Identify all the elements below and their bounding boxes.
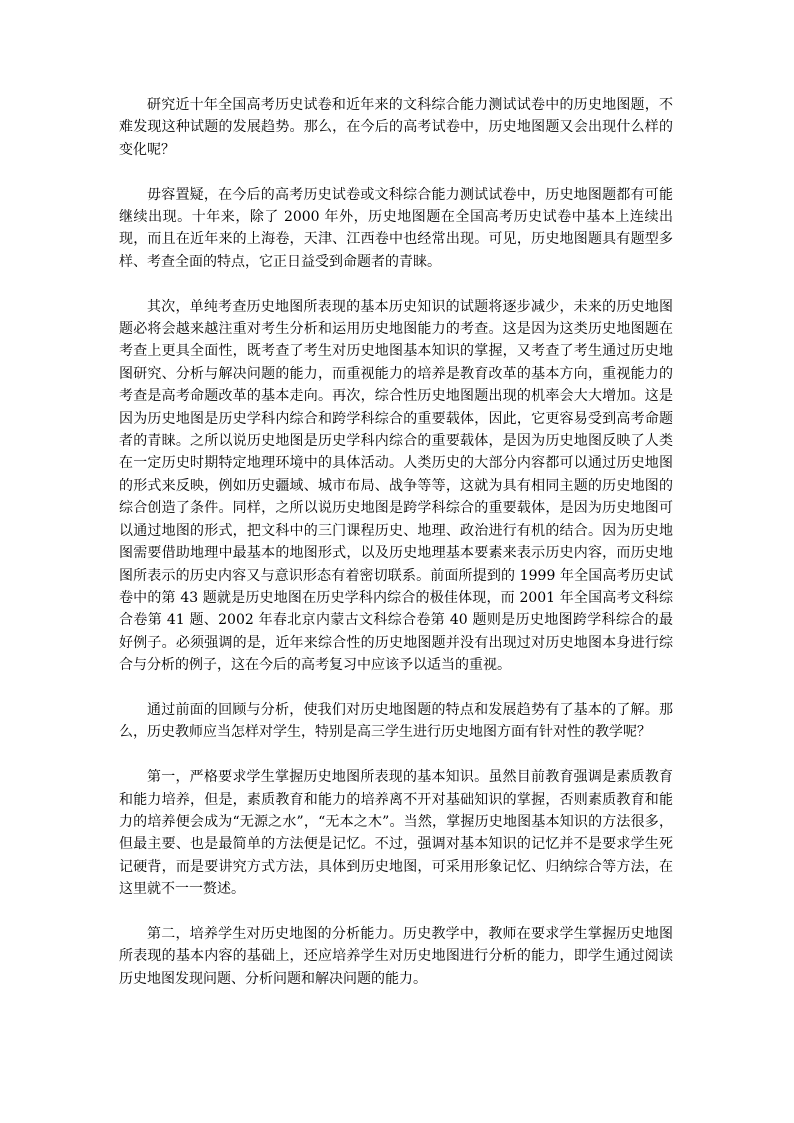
paragraph-trends: 其次，单纯考查历史地图所表现的基本历史知识的试题将逐步减少，未来的历史地图题必将会越来越注重对考生分析和运用历史地图能力的考查。这是因为这类历史地图题在考查上更具全面性，既考查了考生对历史地图基本知识的掌握，又考查了考生通过历史地图研究、分析与解决问题的能力，而重视能力的培养是教育改革的基本方向，重视能力的考查是高考命题改革的基本走向。再次，综合性历史地图题出现的机率会大大增加。这是因为历史地图是历史学科内综合和跨学科综合的重要载体，因此，它更容易受到高考命题者的青睐。之所以说历史地图是历史学科内综合的重要载体，是因为历史地图反映了人类在一定历史时期特定地理环境中的具体活动。人类历史的大部分内容都可以通过历史地图的形式来反映，例如历史疆域、城市布局、战争等等，这就为具有相同主题的历史地图的综合创造了条件。同样，之所以说历史地图是跨学科综合的重要载体，是因为历史地图可以通过地图的形式，把文科中的三门课程历史、地理、政治进行有机的结合。因为历史地图需要借助地理中最基本的地图形式，以及历史地理基本要素来表示历史内容，而历史地图所表示的历史内容又与意识形态有着密切联系。前面所提到的 1999 年全国高考历史试卷中的第 43 题就是历史地图在历史学科内综合的极佳体现，而 2001 年全国高考文科综合卷第 41 题、2002 年春北京内蒙古文科综合卷第 40 题则是历史地图跨学科综合的最好例子。必须强调的是，近年来综合性的历史地图题并没有出现过对历史地图本身进行综合与分析的例子，这在今后的高考复习中应该予以适当的重视。 [119, 298, 673, 674]
paragraph-continuity: 毋容置疑，在今后的高考历史试卷或文科综合能力测试试卷中，历史地图题都有可能继续出现。十年来，除了 2000 年外，历史地图题在全国高考历史试卷中基本上连续出现，而且在近年来的上海卷，天津、江西卷中也经常出现。可见，历史地图题具有题型多样、考查全面的特点，它正日益受到命题者的青睐。 [119, 186, 673, 270]
paragraph-intro: 研究近十年全国高考历史试卷和近年来的文科综合能力测试试卷中的历史地图题，不难发现这种试题的发展趋势。那么，在今后的高考试卷中，历史地图题又会出现什么样的变化呢？ [119, 97, 673, 158]
paragraph-teaching-question: 通过前面的回顾与分析，使我们对历史地图题的特点和发展趋势有了基本的了解。那么，历史教师应当怎样对学生，特别是高三学生进行历史地图方面有针对性的教学呢？ [119, 701, 673, 741]
paragraph-point-one: 第一，严格要求学生掌握历史地图所表现的基本知识。虽然目前教育强调是素质教育和能力培养，但是，素质教育和能力的培养离不开对基础知识的掌握，否则素质教育和能力的培养便会成为“无源之水”，“无本之木”。当然，掌握历史地图基本知识的方法很多，但最主要、也是最简单的方法便是记忆。不过，强调对基本知识的记忆并不是要求学生死记硬背，而是要讲究方式方法，具体到历史地图，可采用形象记忆、归纳综合等方法，在这里就不一一赘述。 [119, 769, 673, 898]
paragraph-point-two: 第二，培养学生对历史地图的分析能力。历史教学中，教师在要求学生掌握历史地图所表现的基本内容的基础上，还应培养学生对历史地图进行分析的能力，即学生通过阅读历史地图发现问题、分析问题和解决问题的能力。 [119, 925, 673, 987]
document-body [119, 94, 673, 1013]
